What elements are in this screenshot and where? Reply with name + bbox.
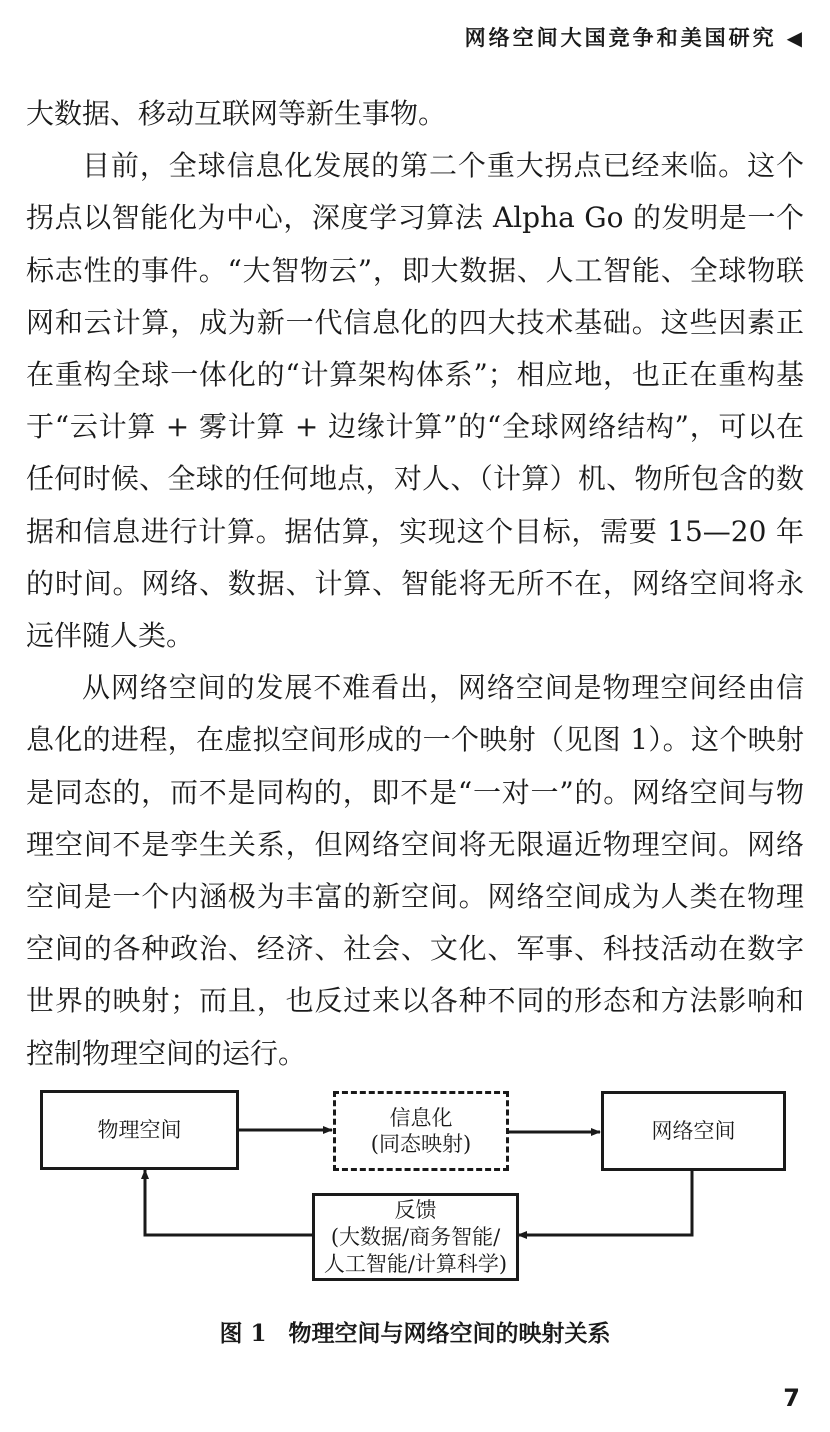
arrow-cyberspace-to-feedback (518, 1170, 692, 1235)
physical-space-box (40, 1090, 239, 1170)
cyberspace-label: 网络空间 (651, 1119, 736, 1143)
figure-title: 物理空间与网络空间的映射关系 (288, 1320, 611, 1347)
feedback-box (312, 1193, 519, 1281)
running-header-title: 网络空间大国竞争和美国研究 (464, 26, 777, 50)
feedback-sublabel-1: (大数据/商务智能/ (330, 1224, 501, 1249)
feedback-label: 反馈 (394, 1197, 437, 1222)
figure-caption (0, 1315, 830, 1348)
arrow-feedback-to-physical (145, 1170, 312, 1235)
figure-number: 图 1 (219, 1320, 267, 1347)
paragraph-inflection-point: 目前，全球信息化发展的第二个重大拐点已经来临。这个拐点以智能化为中心，深度学习算法 Alpha Go 的发明是一个标志性的事件。“大智物云”，即大数据、人工智能、全球物联网和云计算，成为新一代信息化的四大技术基础。这些因素正在重构全球一体化的“计算架构体系”；相应地，也正在重构基于“云计算 + 雾计算 + 边缘计算”的“全球网络结构”，可以在任何时候、全球的任何地点，对人、（计算）机、物所包含的数据和信息进行计算。据估算，实现这个目标，需要 15—20 年的时间。网络、数据、计算、智能将无所不在，网络空间将永远伴随人类。 (26, 149, 804, 653)
informatization-sublabel: (同态映射) (370, 1132, 472, 1156)
feedback-sublabel-2: 人工智能/计算科学) (323, 1251, 508, 1276)
running-header (465, 22, 802, 52)
left-triangle-icon: ◀ (786, 26, 802, 50)
page-number: 7 (783, 1384, 800, 1412)
cyberspace-box (601, 1091, 786, 1171)
informatization-box (333, 1091, 509, 1171)
paragraph-continued: 大数据、移动互联网等新生事物。 (26, 97, 447, 130)
mapping-diagram (40, 1078, 792, 1288)
physical-space-label: 物理空间 (97, 1118, 182, 1142)
body-text (26, 88, 804, 1080)
informatization-label: 信息化 (389, 1106, 453, 1130)
paragraph-mapping: 从网络空间的发展不难看出，网络空间是物理空间经由信息化的进程，在虚拟空间形成的一个映射（见图 1）。这个映射是同态的，而不是同构的，即不是“一对一”的。网络空间与物理空间不是孪生关系，但网络空间将无限逼近物理空间。网络空间是一个内涵极为丰富的新空间。网络空间成为人类在物理空间的各种政治、经济、社会、文化、军事、科技活动在数字世界的映射；而且，也反过来以各种不同的形态和方法影响和控制物理空间的运行。 (26, 671, 804, 1070)
